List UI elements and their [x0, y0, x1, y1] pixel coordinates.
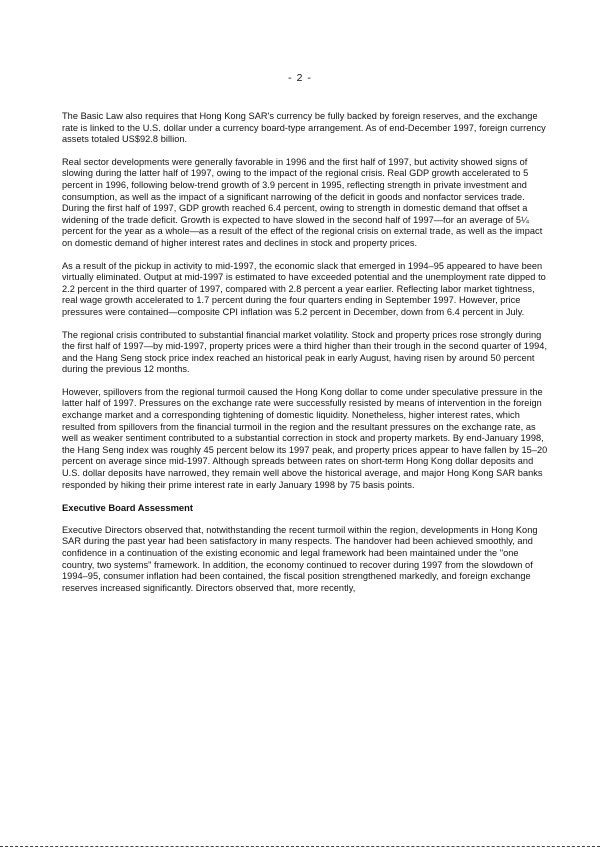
- paragraph-spillovers: However, spillovers from the regional turmoil caused the Hong Kong dollar to come under speculative pressure in the latter half of 1997. Pressures on the exchange rate were successfully resisted by means of intervention in the foreign exchange market and a corresponding tightening of domestic liquidity. Nonetheless, higher interest rates, which resulted from spillovers from the financial turmoil in the region and the resultant pressures on the exchange rate, as well as weaker sentiment contributed to a substantial correction in stock and property markets. By end-January 1998, the Hang Seng index was roughly 45 percent below its 1997 peak, and property prices appear to have fallen by 15–20 percent on average since mid-1997. Although spreads between rates on short-term Hong Kong dollar deposits and U.S. dollar deposits have narrowed, they remain well above the historical average, and major Hong Kong SAR banks responded by hiking their prime interest rate in early January 1998 by 75 basis points.: [62, 386, 548, 490]
- paragraph-financial-volatility: The regional crisis contributed to substantial financial market volatility. Stock and property prices rose strongly during the first half of 1997—by mid-1997, property prices were a third higher than their trough in the second quarter of 1994, and the Hang Seng stock price index reached an historical peak in early August, having risen by around 50 percent during the previous 12 months.: [62, 329, 548, 375]
- section-heading-board-assessment: Executive Board Assessment: [62, 502, 193, 514]
- paragraph-board-assessment: Executive Directors observed that, notwithstanding the recent turmoil within the region, developments in Hong Kong SAR during the past year had been satisfactory in many respects. The handover had been achieved smoothly, and confidence in a continuation of the existing economic and legal framework had been maintained under the "one country, two systems" framework. In addition, the economy continued to recover during 1997 from the slowdown of 1994–95, consumer inflation had been contained, the fiscal position strengthened markedly, and foreign exchange reserves increased significantly. Directors observed that, more recently,: [62, 524, 538, 593]
- paragraph-basic-law: The Basic Law also requires that Hong Kong SAR's currency be fully backed by foreign reserves, and the exchange rate is linked to the U.S. dollar under a currency board-type arrangement. As of end-December 1997, foreign currency assets totaled US$92.8 billion.: [62, 111, 546, 145]
- paragraph-real-sector: Real sector developments were generally favorable in 1996 and the first half of 1997, but activity showed signs of slowing during the latter half of 1997, owing to the impact of the regional crisis. Real GDP growth accelerated to 5 percent in 1996, following below-trend growth of 3.9 percent in 1995, reflecting strength in private investment and consumption, as well as the impact of a significant narrowing of the deficit in goods and nonfactor services trade. During the first half of 1997, GDP growth reached 6.4 percent, owing to strength in domestic demand that offset a widening of the trade deficit. Growth is expected to have slowed in the second half of 1997—for an average of 5¼ percent for the year as a whole—as a result of the effect of the regional crisis on external trade, as well as the impact on domestic demand of higher interest rates and declines in stock and property prices.: [62, 156, 543, 248]
- paragraph-economic-slack: As a result of the pickup in activity to mid-1997, the economic slack that emerged in 1994–95 appeared to have been virtually eliminated. Output at mid-1997 is estimated to have exceeded potential and the unemployment rate dipped to 2.2 percent in the third quarter of 1997, compared with 2.8 percent a year earlier. Reflecting labor market tightness, real wage growth accelerated to 1.7 percent during the four quarters ending in September 1997. However, price pressures were contained—composite CPI inflation was 5.2 percent in December, down from 6.4 percent in July.: [62, 260, 546, 317]
- page-number: - 2 -: [288, 72, 312, 84]
- document-body: [62, 111, 552, 605]
- page-bottom-divider: [0, 846, 600, 847]
